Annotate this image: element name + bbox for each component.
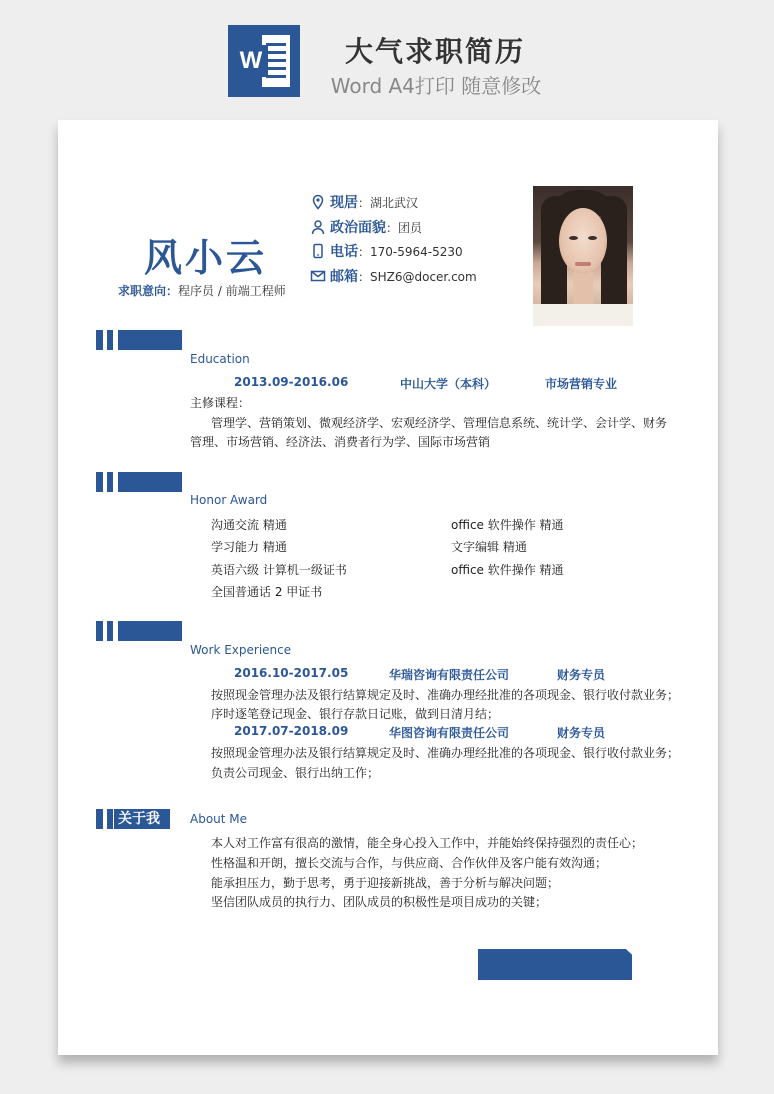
job-intent xyxy=(118,282,286,299)
mail-icon xyxy=(310,268,326,284)
education-major: 市场营销专业 xyxy=(545,377,618,391)
contact-phone xyxy=(310,241,530,261)
job-role: 财务专员 xyxy=(557,668,606,682)
phone-icon xyxy=(310,243,326,259)
politics-label: 政治面貌 xyxy=(330,220,386,236)
job-desc-line: 负责公司现金、银行出纳工作； xyxy=(211,766,380,780)
residence-value: ：湖北武汉 xyxy=(358,196,419,210)
header-subtitle: Word A4打印 随意修改 xyxy=(330,74,542,98)
job-desc-line: 序时逐笔登记现金、银行存款日记账，做到日清月结； xyxy=(211,707,500,721)
honor-section-title: Honor Award xyxy=(190,493,268,507)
phone-value: ：170-5964-5230 xyxy=(358,245,463,259)
politics-value: ：团员 xyxy=(386,221,423,235)
resume-name: 风小云 xyxy=(144,236,268,280)
about-section-bar xyxy=(96,809,182,829)
job-desc-line: 按照现金管理办法及银行结算规定及时、准确办理经批准的各项现金、银行收付款业务； xyxy=(211,746,680,760)
education-section-title: Education xyxy=(190,352,250,366)
courses-line-2: 管理、市场营销、经济法、消费者行为学、国际市场营销 xyxy=(190,435,491,449)
about-bar-label: 关于我 xyxy=(114,809,170,829)
education-section-bar xyxy=(96,330,182,350)
honor-section-bar xyxy=(96,472,182,492)
courses-line-1: 管理学、营销策划、微观经济学、宏观经济学、管理信息系统、统计学、会计学、财务 xyxy=(211,416,668,430)
honor-item: office 软件操作 精通 xyxy=(451,518,564,532)
person-icon xyxy=(310,219,326,235)
job-intent-value: 程序员 / 前端工程师 xyxy=(178,284,286,298)
profile-photo xyxy=(533,186,633,326)
page-header xyxy=(0,0,774,110)
email-label: 邮箱 xyxy=(330,269,358,285)
contact-politics xyxy=(310,217,530,237)
work-section-title: Work Experience xyxy=(190,643,292,657)
job-period: 2017.07-2018.09 xyxy=(234,724,349,738)
job-intent-label: 求职意向： xyxy=(118,284,179,298)
residence-label: 现居 xyxy=(330,195,358,211)
contact-email xyxy=(310,266,530,286)
work-section-bar xyxy=(96,621,182,641)
honor-item: 英语六级 计算机一级证书 xyxy=(211,563,347,577)
about-section-title: About Me xyxy=(190,812,248,826)
honor-item: 文字编辑 精通 xyxy=(451,540,527,554)
contact-residence xyxy=(310,192,530,212)
education-period: 2013.09-2016.06 xyxy=(234,375,349,389)
job-company: 华图咨询有限责任公司 xyxy=(389,726,510,740)
about-line: 能承担压力，勤于思考，勇于迎接新挑战，善于分析与解决问题； xyxy=(211,876,560,890)
location-pin-icon xyxy=(310,194,326,210)
email-value: ：SHZ6@docer.com xyxy=(358,270,477,284)
job-period: 2016.10-2017.05 xyxy=(234,666,349,680)
about-line: 性格温和开朗，擅长交流与合作，与供应商、合作伙伴及客户能有效沟通； xyxy=(211,856,608,870)
honor-item: 学习能力 精通 xyxy=(211,540,287,554)
about-line: 本人对工作富有很高的激情，能全身心投入工作中，并能始终保持强烈的责任心； xyxy=(211,836,644,850)
word-logo-letter: W xyxy=(234,45,268,77)
footer-accent-block xyxy=(478,949,632,980)
education-school: 中山大学（本科） xyxy=(400,377,497,391)
job-company: 华瑞咨询有限责任公司 xyxy=(389,668,510,682)
honor-item: 全国普通话 2 甲证书 xyxy=(211,585,323,599)
phone-label: 电话 xyxy=(330,244,358,260)
header-title: 大气求职简历 xyxy=(344,35,525,68)
resume-page xyxy=(58,120,718,1055)
honor-item: 沟通交流 精通 xyxy=(211,518,287,532)
word-logo-icon xyxy=(228,25,300,97)
honor-item: office 软件操作 精通 xyxy=(451,563,564,577)
job-desc-line: 按照现金管理办法及银行结算规定及时、准确办理经批准的各项现金、银行收付款业务； xyxy=(211,688,680,702)
about-line: 坚信团队成员的执行力、团队成员的积极性是项目成功的关键； xyxy=(211,895,548,909)
courses-label: 主修课程： xyxy=(190,396,251,410)
job-role: 财务专员 xyxy=(557,726,606,740)
